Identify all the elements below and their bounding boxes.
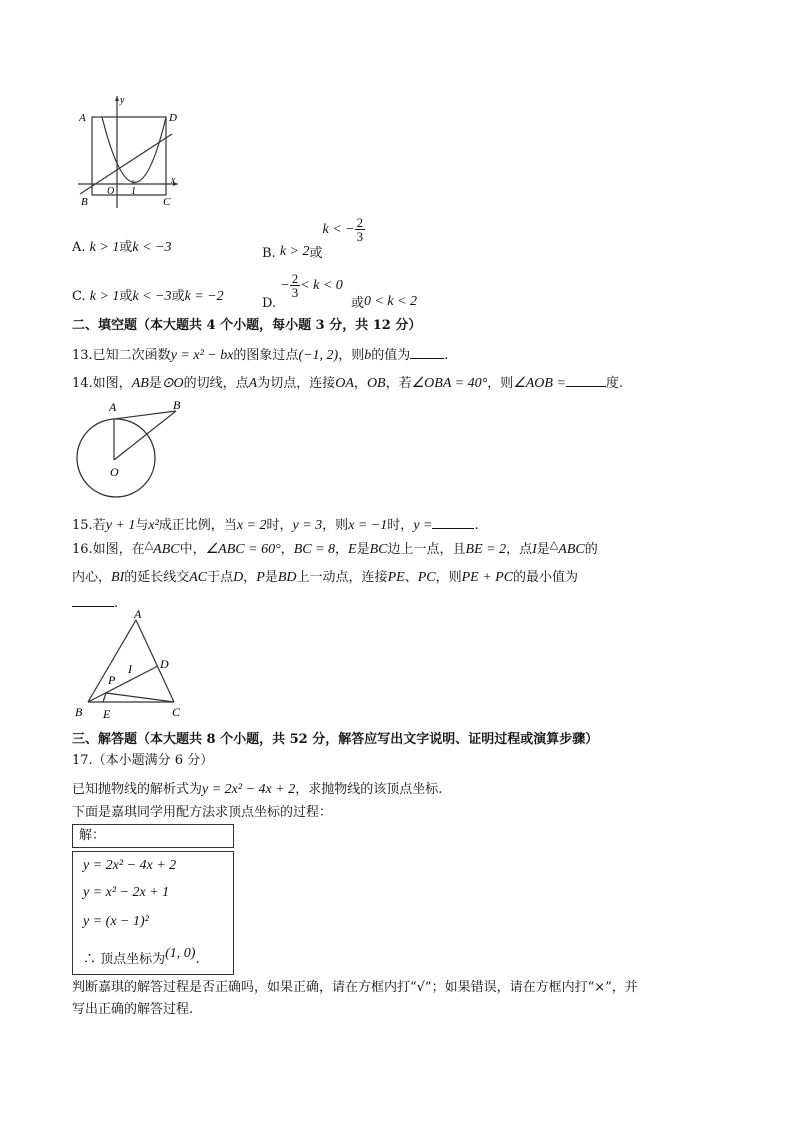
solution-step-3: y = (x − 1)² [83, 914, 149, 929]
math: BE = 2 [465, 542, 507, 557]
math: k < −3 [132, 289, 172, 304]
fig16-label-B: B [75, 705, 83, 719]
math: < k < 0 [300, 278, 343, 293]
option-letter: D. [262, 296, 277, 311]
text: . [474, 518, 479, 533]
graph-label-y: y [120, 95, 125, 106]
math: ∠AOB = [513, 376, 566, 391]
math: k > 2 [279, 244, 310, 259]
math: A [248, 376, 258, 391]
question-17-line-1 [72, 782, 442, 798]
fig16-label-E: E [103, 707, 111, 721]
text: . [195, 952, 200, 967]
denominator: 3 [356, 229, 364, 244]
math: BC = 8 [293, 542, 336, 557]
or-text: 或 [309, 246, 323, 261]
text: ， [243, 570, 257, 585]
fig14-label-A: A [109, 400, 117, 414]
text: ∴ 顶点坐标为 [83, 952, 166, 967]
math: k > 1 [89, 240, 120, 255]
text: 14.如图， [72, 376, 132, 391]
solution-vertex [83, 946, 200, 968]
fig16-label-C: C [172, 705, 181, 719]
fig16-label-A: A [134, 607, 142, 621]
math: PE + PC [461, 570, 514, 585]
q16-triangle-figure [70, 606, 190, 722]
math: AC [189, 570, 208, 585]
text: 时， [387, 518, 414, 533]
math: y = [413, 518, 433, 533]
text: 16.如图，在 [72, 542, 145, 557]
graph-label-D: D [169, 112, 177, 124]
graph-label-origin: O [107, 186, 115, 197]
option-a[interactable] [72, 240, 171, 256]
option-letter: A. [72, 240, 86, 255]
question-17-title: 17.（本小题满分 6 分） [72, 753, 214, 768]
text: 的最小值为 [513, 570, 579, 585]
text: 成正比例，当 [158, 518, 237, 533]
math: D [233, 570, 244, 585]
text: ，求抛物线的该顶点坐标. [295, 782, 443, 797]
graph-label-x: x [171, 175, 176, 186]
question-17-judge-line-2: 写出正确的解答过程. [72, 1002, 194, 1017]
graph-label-B: B [81, 196, 88, 208]
answer-label-box [72, 824, 234, 848]
math: BI [111, 570, 125, 585]
text: ，则 [322, 518, 349, 533]
math: k = −2 [184, 289, 224, 304]
math: k < − [322, 222, 355, 237]
question-13 [72, 346, 448, 364]
text: 边上一点，且 [387, 542, 466, 557]
text: 时， [266, 518, 293, 533]
text: ，则 [435, 570, 462, 585]
solution-step-2: y = x² − 2x + 1 [83, 885, 170, 900]
or-text: 或 [350, 296, 364, 311]
text: 上一动点，连接 [296, 570, 388, 585]
text: 与 [135, 518, 149, 533]
math: ABC [153, 542, 180, 557]
answer-label: 解： [79, 828, 106, 843]
answer-blank-15[interactable] [432, 516, 474, 529]
math: ABC [558, 542, 585, 557]
math: BC [369, 542, 388, 557]
fig14-label-O: O [110, 465, 119, 479]
answer-blank-13[interactable] [410, 346, 444, 359]
math: AB [131, 376, 149, 391]
math: k > 1 [89, 289, 120, 304]
option-c[interactable] [72, 289, 224, 305]
text: 内心， [72, 570, 112, 585]
math: ∠OBA = 40° [411, 376, 488, 391]
text: . [444, 348, 449, 363]
math: b [364, 348, 372, 363]
graph-label-one: 1 [131, 186, 136, 197]
text: ， [280, 542, 294, 557]
question-17-line-2: 下面是嘉琪同学用配方法求顶点坐标的过程： [72, 805, 333, 820]
fig14-label-B: B [173, 398, 181, 412]
question-14 [72, 374, 623, 392]
math: x = 2 [236, 518, 267, 533]
triangle-symbol: △ [144, 538, 154, 551]
text: 度. [605, 376, 624, 391]
math: (−1, 2) [298, 348, 339, 363]
denominator: 3 [291, 285, 299, 300]
math: (1, 0) [165, 946, 196, 961]
or-text: 或 [119, 240, 133, 255]
math: x² [148, 518, 159, 533]
text: ，点 [506, 542, 533, 557]
option-b[interactable] [262, 215, 365, 261]
math: y + 1 [105, 518, 136, 533]
text: 的图象过点 [233, 348, 299, 363]
solution-box[interactable] [72, 851, 234, 975]
text: ，若 [385, 376, 412, 391]
or-text: 或 [171, 289, 185, 304]
graph-label-A: A [79, 112, 86, 124]
math: y = 2x² − 4x + 2 [202, 782, 296, 797]
math: OB [366, 376, 386, 391]
text: 为切点，连接 [257, 376, 336, 391]
or-text: 或 [119, 289, 133, 304]
text: ，则 [487, 376, 514, 391]
text: ， [353, 376, 367, 391]
text: 中， [179, 542, 206, 557]
math: I [532, 542, 537, 557]
text: 的 [584, 542, 598, 557]
math: y = 3 [292, 518, 323, 533]
text: . [114, 596, 119, 611]
option-letter: C. [72, 289, 86, 304]
text: 是 [356, 542, 370, 557]
option-letter: B. [262, 246, 276, 261]
section-heading-fill-in: 二、填空题（本大题共 4 个小题，每小题 3 分，共 12 分） [72, 318, 422, 333]
math: y = x² − bx [170, 348, 234, 363]
fig16-label-I: I [128, 662, 132, 676]
q14-circle-figure [70, 396, 190, 508]
fraction [290, 272, 301, 299]
q12-graph [70, 90, 185, 210]
numerator: 2 [291, 271, 299, 286]
answer-blank-14[interactable] [566, 374, 606, 387]
numerator: 2 [356, 215, 364, 230]
solution-step-1: y = 2x² − 4x + 2 [83, 858, 177, 873]
section-heading-solutions: 三、解答题（本大题共 8 个小题，共 52 分，解答应写出文字说明、证明过程或演算步骤） [72, 732, 599, 747]
option-d[interactable] [262, 271, 418, 311]
math: E [348, 542, 357, 557]
math: ⊙O [161, 376, 184, 391]
math: k < −3 [132, 240, 172, 255]
math: OA [335, 376, 354, 391]
text: 13.已知二次函数 [72, 348, 171, 363]
question-17-judge-line-1: 判断嘉琪的解答过程是否正确吗，如果正确，请在方框内打“√”；如果错误，请在方框内打“×”，并 [72, 980, 638, 995]
math: 0 < k < 2 [363, 294, 418, 309]
text: 、 [404, 570, 418, 585]
math: PC [417, 570, 436, 585]
text: 已知抛物线的解析式为 [72, 782, 203, 797]
text: ，则 [338, 348, 365, 363]
text: 是 [536, 542, 550, 557]
math: P [256, 570, 265, 585]
text: 15.若 [72, 518, 106, 533]
question-16-line-2 [72, 570, 578, 586]
math: x = −1 [348, 518, 388, 533]
text: ， [335, 542, 349, 557]
fig16-label-P: P [108, 673, 116, 687]
graph-label-C: C [163, 196, 171, 208]
question-15 [72, 516, 479, 534]
math: ∠ABC = 60° [205, 542, 281, 557]
text: 的切线，点 [183, 376, 249, 391]
triangle-symbol: △ [549, 538, 559, 551]
math: BD [277, 570, 297, 585]
text: 是 [264, 570, 278, 585]
text: 的延长线交 [124, 570, 190, 585]
text: 是 [148, 376, 162, 391]
text: 的值为 [371, 348, 411, 363]
text: 于点 [207, 570, 234, 585]
question-16-line-1 [72, 538, 598, 558]
math: − [280, 278, 290, 293]
fraction [355, 216, 366, 243]
fig16-label-D: D [160, 657, 169, 671]
math: PE [387, 570, 405, 585]
